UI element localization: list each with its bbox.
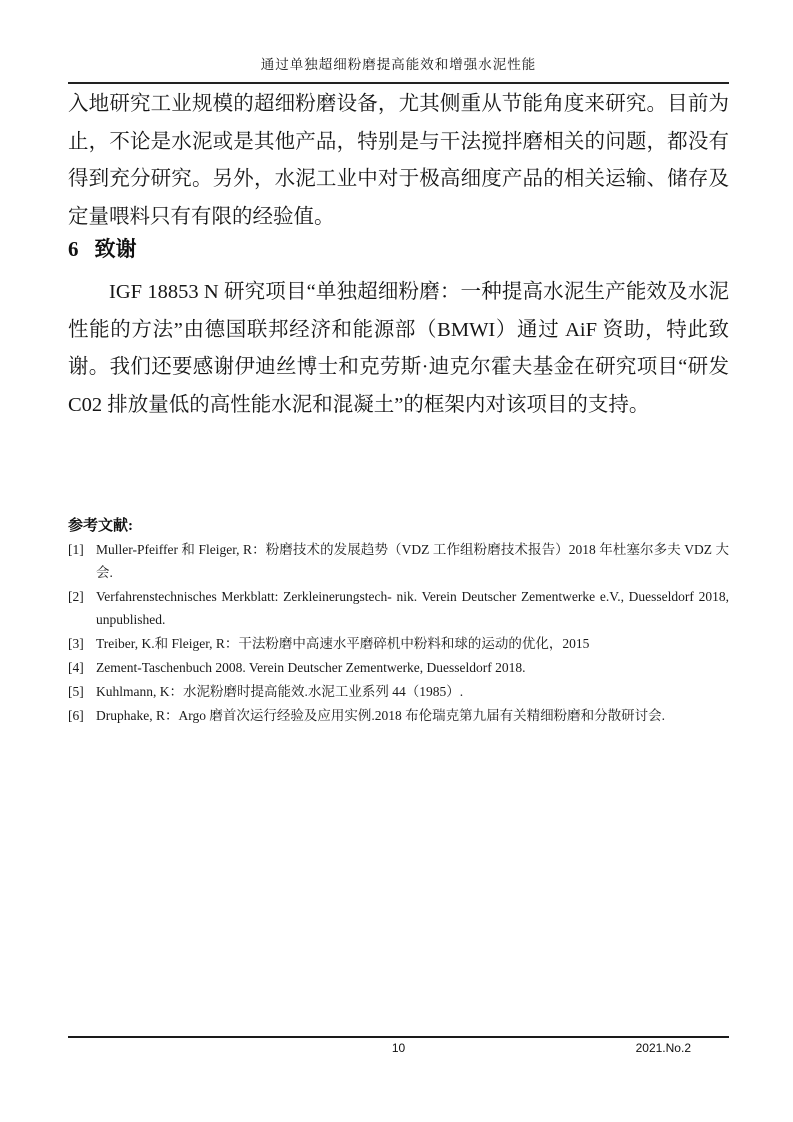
section-heading-acknowledgements — [68, 236, 729, 262]
running-title: 通过单独超细粉磨提高能效和增强水泥性能 — [260, 57, 537, 72]
reference-text: Druphake, R：Argo 磨首次运行经验及应用实例.2018 布伦瑞克第九届有关精细粉磨和分散研讨会. — [96, 708, 665, 723]
reference-item — [68, 585, 729, 631]
reference-label: [2] — [68, 589, 84, 604]
page-content — [68, 0, 729, 728]
body-paragraph-1: 入地研究工业规模的超细粉磨设备，尤其侧重从节能角度来研究。目前为止，不论是水泥或是其他产品，特别是与干法搅拌磨相关的问题，都没有得到充分研究。另外，水泥工业中对于极高细度产品的相关运输、储存及定量喂料只有有限的经验值。 — [68, 93, 729, 228]
section-number: 6 — [68, 237, 79, 261]
section-title: 致谢 — [94, 237, 137, 261]
reference-item — [68, 538, 729, 584]
reference-text: Verfahrenstechnisches Merkblatt: Zerkleinerungstech- nik. Verein Deutscher Zementwerke e.V., Duesseldorf 2018, unpublished. — [96, 589, 729, 627]
reference-item — [68, 680, 729, 703]
reference-label: [6] — [68, 708, 84, 723]
reference-text: Zement-Taschenbuch 2008. Verein Deutscher Zementwerke, Duesseldorf 2018. — [96, 660, 526, 675]
references-title: 参考文献: — [68, 518, 133, 534]
references-list — [68, 538, 729, 727]
reference-text: Treiber, K.和 Fleiger, R：干法粉磨中高速水平磨碎机中粉料和球的运动的优化，2015 — [96, 636, 590, 651]
issue-number: 2021.No.2 — [635, 1041, 691, 1055]
reference-item — [68, 632, 729, 655]
reference-item — [68, 656, 729, 679]
page-header — [68, 0, 729, 84]
reference-label: [4] — [68, 660, 84, 675]
footer-row — [68, 1038, 729, 1059]
reference-item — [68, 704, 729, 727]
page-footer — [68, 1036, 729, 1059]
reference-text: Muller-Pfeiffer 和 Fleiger, R：粉磨技术的发展趋势（VDZ 工作组粉磨技术报告）2018 年杜塞尔多夫 VDZ 大会. — [96, 542, 729, 580]
page-number: 10 — [391, 1041, 406, 1055]
reference-label: [3] — [68, 636, 84, 651]
reference-label: [1] — [68, 542, 84, 557]
reference-label: [5] — [68, 684, 84, 699]
body-paragraph-2: IGF 18853 N 研究项目“单独超细粉磨：一种提高水泥生产能效及水泥性能的方法”由德国联邦经济和能源部（BMWI）通过 AiF 资助，特此致谢。我们还要感谢伊迪丝博士和克劳斯·迪克尔霍夫基金在研究项目“研发 C02 排放量低的高性能水泥和混凝土”的框架内对该项目的支持。 — [68, 281, 729, 416]
reference-text: Kuhlmann, K：水泥粉磨时提高能效.水泥工业系列 44（1985）. — [96, 684, 464, 699]
